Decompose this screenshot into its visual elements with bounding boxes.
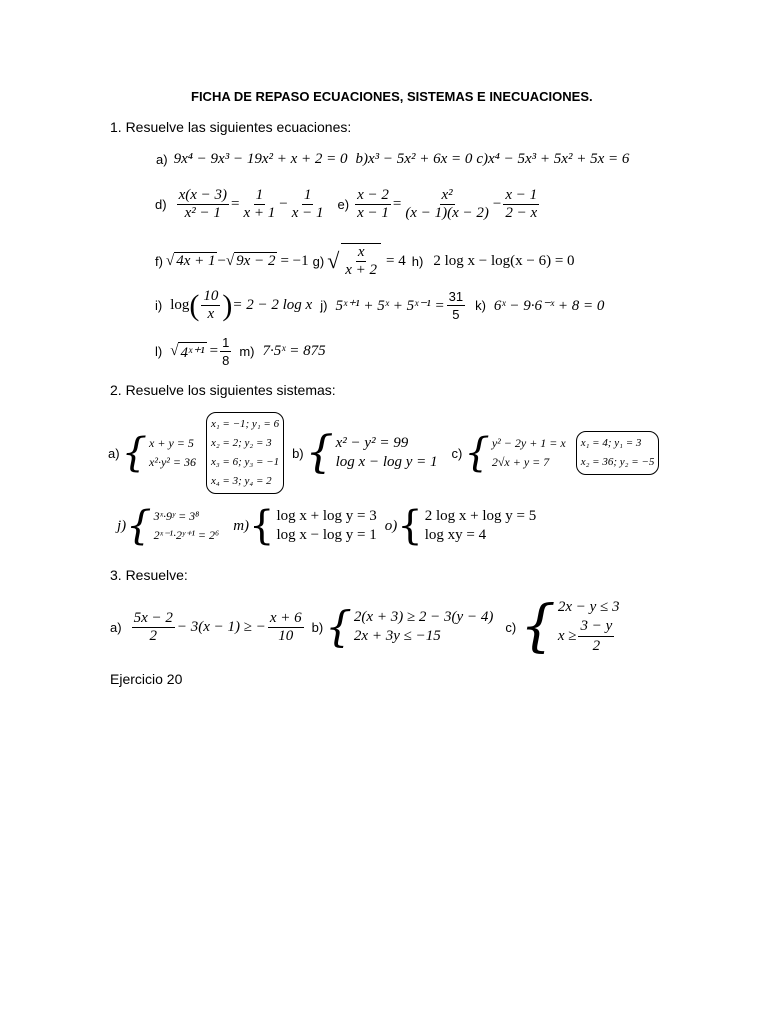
ineq-c-den: 2 (592, 638, 601, 654)
label-ineq-a: a) (110, 619, 122, 635)
label-sys-o: o) (384, 517, 398, 534)
sys-b-line2: log x − log y = 1 (335, 454, 438, 470)
eq-l-equals: = (209, 343, 219, 359)
eq-e-t2-num: x − 1 (505, 187, 538, 203)
eq-l-radicand: 4ˣ⁺¹ (178, 342, 206, 362)
sol-c-2: x₂ = 36; y₂ = −5 (580, 456, 655, 468)
sys-b-line1: x² − y² = 99 (335, 435, 409, 451)
page-title: FICHA DE REPASO ECUACIONES, SISTEMAS E INECUACIONES. (191, 89, 593, 104)
equation-b: x³ − 5x² + 6x = 0 (368, 151, 473, 167)
ineq-b-line1: 2(x + 3) ≥ 2 − 3(y − 4) (353, 609, 494, 625)
eq-e-lhs-num: x − 2 (357, 187, 389, 203)
system-row-abc (108, 412, 659, 494)
sys-o-line2: log xy = 4 (424, 527, 487, 543)
equation-a: 9x⁴ − 9x³ − 19x² + x + 2 = 0 (173, 151, 348, 167)
label-f: f) (155, 253, 163, 269)
brace-c: { (464, 430, 490, 476)
eq-g-fraction (341, 243, 381, 279)
sys-m-line2: log x − log y = 1 (276, 527, 377, 543)
eq-l-den: 8 (222, 353, 230, 368)
inequality-row (110, 594, 620, 659)
eq-e-term2 (503, 187, 539, 222)
brace-j: { (126, 503, 152, 549)
system-c (464, 430, 566, 476)
label-m: m) (239, 344, 255, 359)
label-i: i) (155, 298, 163, 313)
label-sys-j: j) (117, 517, 127, 534)
sys-m-line1: log x + log y = 3 (276, 508, 377, 524)
eq-l-num: 1 (222, 335, 230, 350)
equation-row-ijk (155, 288, 604, 323)
equation-c: x⁴ − 5x³ + 5x² + 5x = 6 (488, 151, 630, 167)
eq-d-equals: = (231, 196, 240, 212)
label-h: h) (411, 253, 424, 269)
label-c: c) (476, 151, 489, 167)
eq-d-term2 (290, 187, 326, 222)
solution-c (576, 431, 660, 475)
eq-e-lhs-den: x − 1 (357, 205, 389, 221)
sqrt-sign-1: √ (165, 252, 175, 269)
eq-e-t1-den: (x − 1)(x − 2) (405, 205, 489, 221)
ineq-a-d2: 10 (278, 627, 294, 644)
eq-d-minus: − (279, 196, 288, 212)
brace-ineq-c: { (520, 594, 556, 659)
label-l: l) (155, 344, 163, 359)
eq-e-lhs (355, 187, 391, 222)
label-b: b) (355, 151, 369, 167)
label-sys-c: c) (451, 445, 463, 461)
label-sys-a: a) (108, 445, 120, 461)
ineq-c-fraction (578, 617, 614, 656)
paren-close: ) (222, 288, 233, 322)
eq-d-lhs (177, 187, 229, 222)
eq-e-minus: − (492, 196, 502, 212)
ineq-system-c (520, 594, 620, 659)
eq-i-log: log (170, 297, 190, 313)
system-j (126, 503, 220, 549)
eq-g-num: x (357, 244, 365, 260)
eq-f-minus: − (217, 252, 226, 269)
eq-g-den: x + 2 (345, 262, 378, 278)
eq-g-rhs: = 4 (386, 252, 406, 269)
brace-b: { (305, 427, 334, 478)
eq-l-fraction (220, 334, 231, 369)
sys-j-line2: 2ˣ⁻¹·2ʸ⁺¹ = 2⁶ (153, 528, 220, 542)
sol-a-4: x₄ = 3; y₄ = 2 (210, 475, 272, 487)
eq-d-t2-num: 1 (303, 187, 312, 203)
ineq-a-n2: x + 6 (269, 609, 302, 626)
ineq-a-d1: 2 (149, 627, 157, 644)
equation-row-de (155, 187, 541, 222)
brace-a: { (121, 430, 148, 476)
label-a: a) (156, 152, 168, 167)
ineq-a-n1: 5x − 2 (133, 609, 173, 626)
label-k: k) (475, 298, 486, 313)
label-j: j) (320, 298, 328, 313)
label-sys-m: m) (233, 517, 250, 534)
eq-i-fraction (201, 288, 220, 323)
ineq-a-mid: − 3(x − 1) ≥ − (176, 618, 266, 635)
eq-i-rhs: = 2 − 2 log x (232, 297, 313, 313)
sys-c-line2: 2√x + y = 7 (491, 455, 550, 469)
label-ineq-c: c) (505, 619, 517, 635)
sol-c-1: x₁ = 4; y₁ = 3 (580, 437, 642, 449)
eq-e-t2-den: 2 − x (505, 205, 538, 221)
sol-a-3: x₃ = 6; y₃ = −1 (210, 456, 280, 468)
ineq-a-frac1 (132, 610, 175, 645)
brace-ineq-b: { (325, 602, 352, 651)
eq-j-den: 5 (452, 307, 460, 322)
sol-a-1: x₁ = −1; y₁ = 6 (210, 418, 280, 430)
ineq-b-line2: 2x + 3y ≤ −15 (353, 628, 441, 644)
eq-d-t1-num: 1 (255, 187, 264, 203)
section1-heading: 1. Resuelve las siguientes ecuaciones: (110, 119, 352, 135)
paren-open: ( (189, 288, 200, 322)
solution-a (206, 412, 284, 494)
equation-k: 6ˣ − 9·6⁻ˣ + 8 = 0 (493, 298, 605, 314)
eq-d-t2-den: x − 1 (291, 205, 324, 221)
sys-c-line1: y² − 2y + 1 = x (491, 436, 566, 450)
eq-e-equals: = (392, 196, 402, 212)
ineq-c-line2-pre: x ≥ (557, 628, 577, 644)
equation-row-lm (155, 334, 326, 369)
sqrt-sign-4: √ (170, 343, 179, 359)
eq-d-term1 (241, 187, 277, 222)
label-sys-b: b) (292, 445, 304, 461)
ineq-system-b (325, 602, 494, 651)
equation-m: 7·5ˣ = 875 (262, 343, 326, 359)
system-a (121, 430, 196, 476)
eq-f-radicand1: 4x + 1 (176, 253, 216, 269)
sys-a-line1: x + y = 5 (149, 436, 194, 450)
eq-f-rhs: = −1 (280, 252, 309, 269)
footer-exercise: Ejercicio 20 (110, 671, 183, 687)
eq-j-fraction (447, 288, 465, 323)
equation-row-abc (156, 151, 629, 168)
eq-d-lhs-den: x² − 1 (184, 205, 221, 221)
brace-m: { (249, 503, 275, 549)
label-e: e) (337, 197, 350, 212)
section3-heading: 3. Resuelve: (110, 567, 188, 583)
system-b (305, 427, 438, 478)
eq-i-den: x (207, 306, 215, 322)
label-d: d) (155, 197, 167, 212)
eq-f-radicand2: 9x − 2 (236, 253, 276, 269)
ineq-a-frac2 (268, 610, 304, 645)
ineq-c-line1: 2x − y ≤ 3 (557, 599, 620, 615)
ineq-c-line2 (558, 617, 620, 656)
eq-j-num: 31 (448, 289, 464, 304)
eq-i-num: 10 (203, 288, 219, 304)
system-o (397, 503, 537, 549)
brace-o: { (397, 503, 423, 549)
label-ineq-b: b) (311, 619, 324, 635)
system-row-jmo (117, 503, 537, 549)
eq-d-lhs-num: x(x − 3) (178, 187, 227, 203)
equation-row-fgh (155, 243, 575, 279)
section2-heading: 2. Resuelve los siguientes sistemas: (110, 382, 336, 398)
sys-a-line2: x²·y² = 36 (149, 455, 196, 469)
sqrt-sign-2: √ (225, 252, 235, 269)
eq-e-term1 (403, 187, 491, 222)
system-m (249, 503, 377, 549)
eq-j-lhs: 5ˣ⁺¹ + 5ˣ + 5ˣ⁻¹ = (335, 298, 445, 314)
equation-h: 2 log x − log(x − 6) = 0 (433, 252, 575, 269)
sol-a-2: x₂ = 2; y₂ = 3 (210, 437, 272, 449)
ineq-c-num: 3 − y (578, 617, 614, 637)
sqrt-sign-3: √ (327, 248, 340, 273)
sys-o-line1: 2 log x + log y = 5 (424, 508, 537, 524)
label-g: g) (312, 253, 325, 269)
eq-e-t1-num: x² (441, 187, 453, 203)
sys-j-line1: 3ˣ·9ʸ = 3⁸ (153, 509, 200, 523)
eq-d-t1-den: x + 1 (243, 205, 276, 221)
